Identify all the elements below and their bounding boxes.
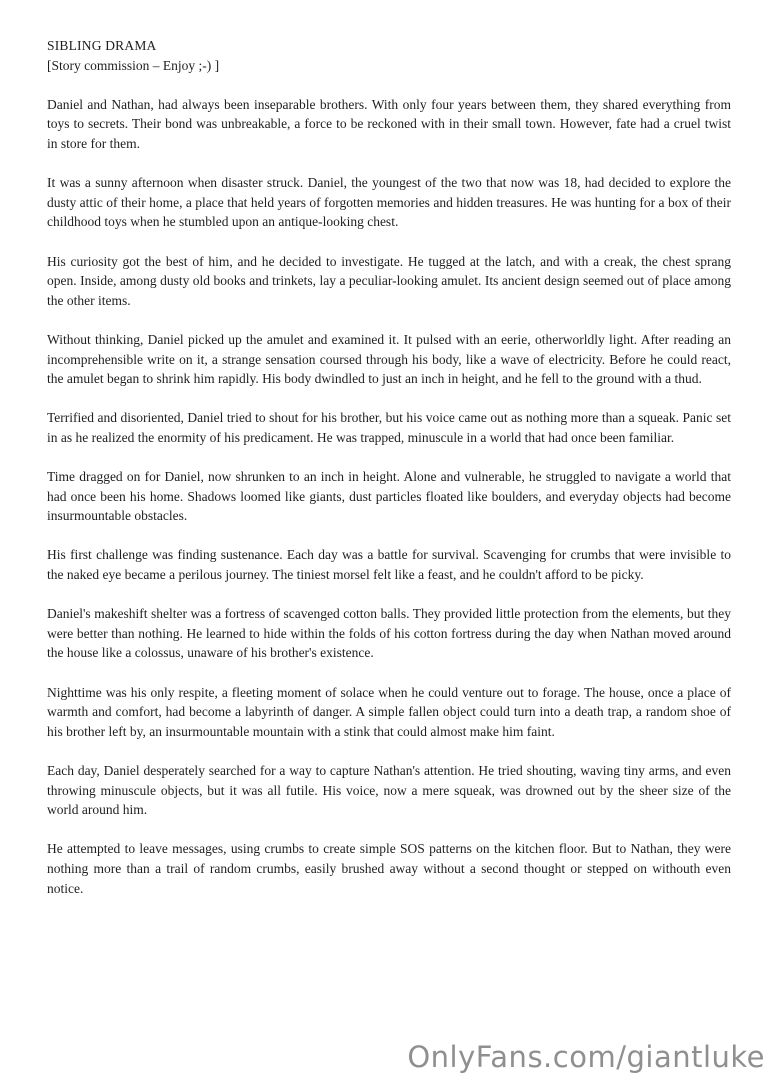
story-paragraph: Daniel and Nathan, had always been inseparable brothers. With only four years between them, they shared everything from toys to secrets. Their bond was unbreakable, a force to be reckoned with in their small town. However, fate had a cruel twist in store for them. [47, 96, 731, 151]
story-paragraph: Each day, Daniel desperately searched for a way to capture Nathan's attention. He tried shouting, waving tiny arms, and even throwing minuscule objects, but it was all futile. His voice, now a mere squeak, was drowned out by the sheer size of the world around him. [47, 762, 731, 818]
page-subtitle: [Story commission – Enjoy ;-) ] [47, 57, 220, 73]
story-body [47, 95, 731, 898]
story-paragraph: Time dragged on for Daniel, now shrunken to an inch in height. Alone and vulnerable, he struggled to navigate a world that had once been his home. Shadows loomed like giants, dust particles floated like boulders, and everyday objects had become insurmountable obstacles. [47, 469, 731, 524]
story-content [47, 36, 731, 898]
story-paragraph: His curiosity got the best of him, and he decided to investigate. He tugged at the latch, and with a creak, the chest sprang open. Inside, among dusty old books and trinkets, lay a peculiar-looking amulet. Its ancient design seemed out of place among the other items. [47, 253, 731, 308]
story-paragraph: Nighttime was his only respite, a fleeting moment of solace when he could venture out to forage. The house, once a place of warmth and comfort, had become a labyrinth of danger. A simple fallen object could turn into a death trap, a random shoe of his brother left by, an insurmountable mountain with a stink that could almost make him faint. [47, 684, 731, 739]
story-paragraph: He attempted to leave messages, using crumbs to create simple SOS patterns on the kitchen floor. But to Nathan, they were nothing more than a trail of random crumbs, easily brushed away without a second thought or stepped on withouth even notice. [47, 841, 731, 896]
story-paragraph: Daniel's makeshift shelter was a fortress of scavenged cotton balls. They provided little protection from the elements, but they were better than nothing. He learned to hide within the folds of his cotton fortress during the day when Nathan moved around the house like a colossus, unaware of his brother's existence. [47, 606, 731, 661]
story-paragraph: His first challenge was finding sustenance. Each day was a battle for survival. Scavenging for crumbs that were invisible to the naked eye became a perilous journey. The tiniest morsel felt like a feast, and he couldn't afford to be picky. [47, 547, 731, 583]
story-paragraph: It was a sunny afternoon when disaster struck. Daniel, the youngest of the two that now was 18, had decided to explore the dusty attic of their home, a place that held years of forgotten memories and hidden treasures. He was hunting for a box of their childhood toys when he stumbled upon an antique-looking chest. [47, 175, 731, 230]
page-title: SIBLING DRAMA [47, 38, 157, 53]
story-paragraph: Terrified and disoriented, Daniel tried to shout for his brother, but his voice came out as nothing more than a squeak. Panic set in as he realized the enormity of his predicament. He was trapped, minuscule in a world that had once been familiar. [47, 410, 731, 445]
watermark-text: OnlyFans.com/giantluke [407, 1040, 765, 1074]
story-paragraph: Without thinking, Daniel picked up the amulet and examined it. It pulsed with an eerie, otherworldly light. After reading an incomprehensible write on it, a strange sensation coursed through his body, like a wave of electricity. Before he could react, the amulet began to shrink him rapidly. His body dwindled to just an inch in height, and he fell to the ground with a thud. [47, 331, 731, 387]
